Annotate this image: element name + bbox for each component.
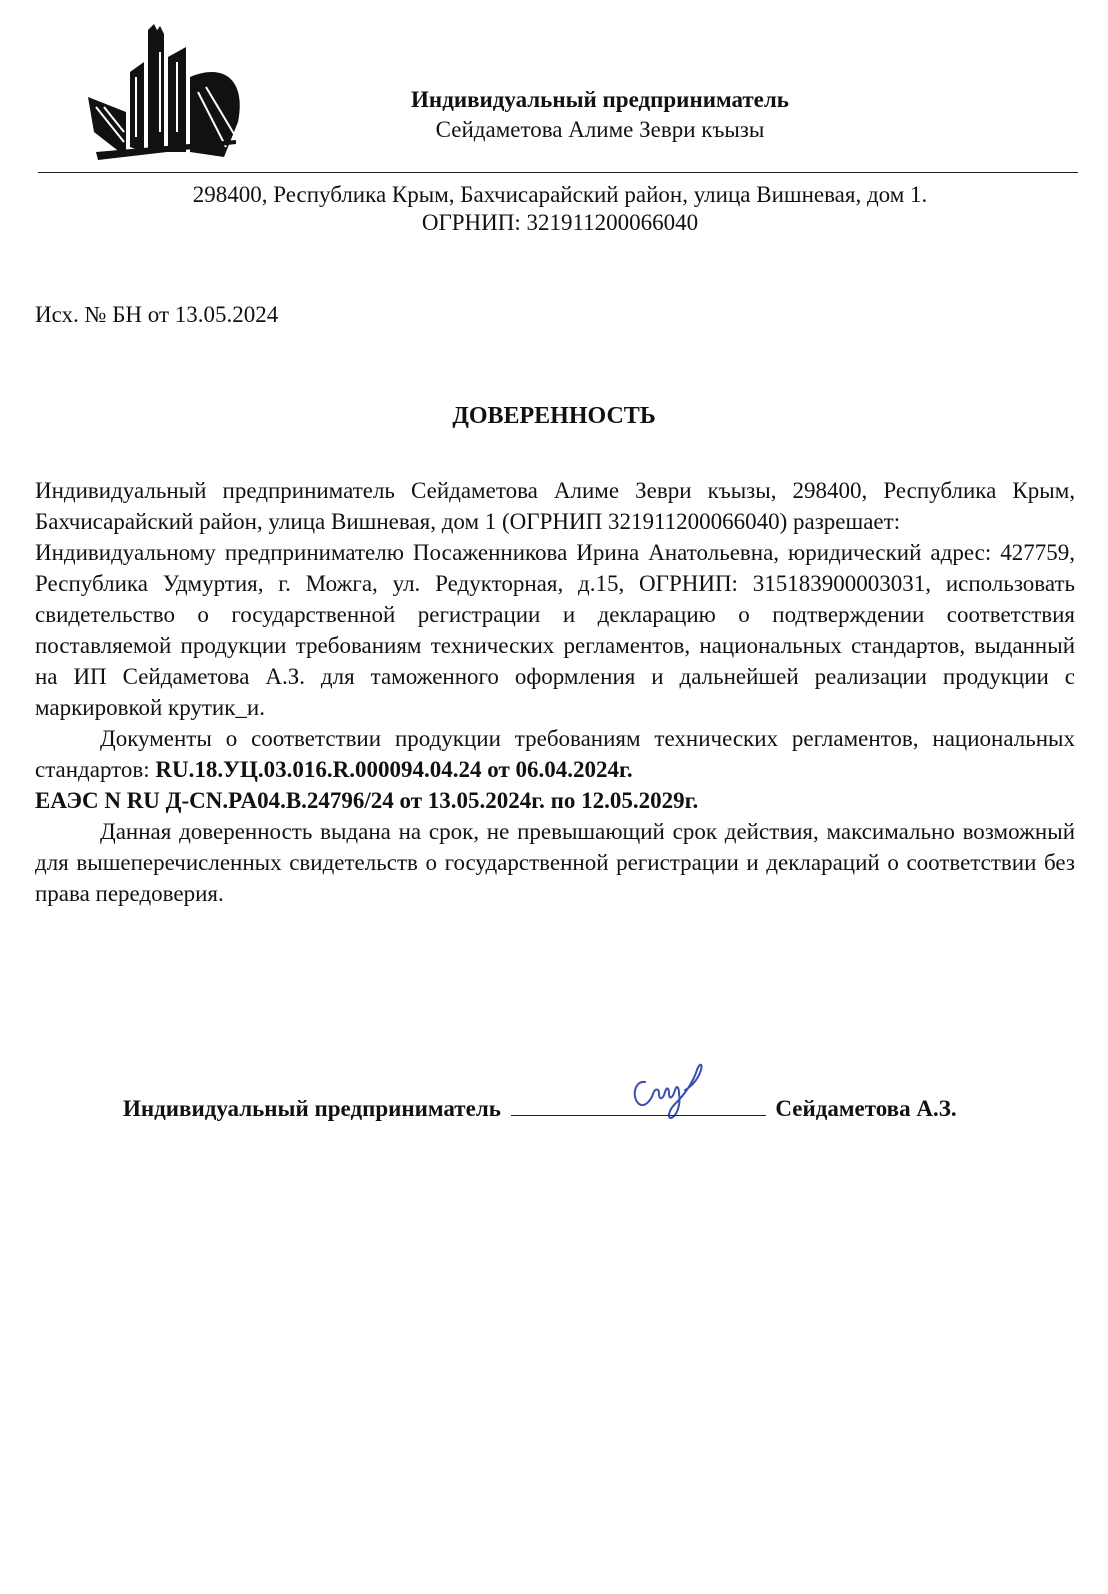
header-name: Сейдаметова Алиме Зеври къызы: [435, 117, 765, 142]
paragraph-documents: [35, 723, 1075, 785]
buildings-logo-icon: [86, 22, 246, 162]
declaration-number: ЕАЭС N RU Д-CN.PA04.B.24796/24 от 13.05.2024г. по 12.05.2029г.: [35, 788, 699, 813]
paragraph-grantee: Индивидуальному предпринимателю Посаженникова Ирина Анатольевна, юридический адрес: 427759, Республика Удмуртия, г. Можга, ул. Редукторная, д.15, ОГРНИП: 315183900003031, использовать свидетельство о государственной регистрации и декларацию о подтверждении соответствия поставляемой продукции требованиям технических регламентов, национальных стандартов, выданный на ИП Сейдаметова А.З. для таможенного оформления и дальнейшей реализации продукции с маркировкой крутик_и.: [35, 540, 1075, 720]
signature-line: [511, 1093, 766, 1116]
header-ogrnip: ОГРНИП: 321911200066040: [421, 210, 699, 235]
header-divider: [38, 172, 1078, 173]
outgoing-reference: Исх. № БН от 13.05.2024: [35, 302, 279, 327]
paragraph-validity: Данная доверенность выдана на срок, не превышающий срок действия, максимально возможный для вышеперечисленных свидетельств о государственной регистрации и деклараций о соответствии без права передоверия.: [35, 819, 1075, 906]
signatory-role: Индивидуальный предприниматель: [123, 1096, 501, 1121]
header-address: 298400, Республика Крым, Бахчисарайский район, улица Вишневая, дом 1.: [192, 182, 928, 207]
document-title: ДОВЕРЕННОСТЬ: [452, 403, 656, 429]
certificate-number: RU.18.УЦ.03.016.R.000094.04.24 от 06.04.2024г.: [155, 757, 633, 782]
header-title: Индивидуальный предприниматель: [411, 87, 789, 112]
documents-text: Документы о соответствии продукции требованиям технических регламентов, национальных стандартов:: [35, 726, 1075, 782]
paragraph-grantor: Индивидуальный предприниматель Сейдаметова Алиме Зеври къызы, 298400, Республика Крым, Бахчисарайский район, улица Вишневая, дом 1 (ОГРНИП 321911200066040) разрешает:: [35, 478, 1075, 534]
signatory-name: Сейдаметова А.З.: [775, 1096, 957, 1121]
signature-block: [123, 1093, 1083, 1124]
document-body: [35, 475, 1075, 909]
